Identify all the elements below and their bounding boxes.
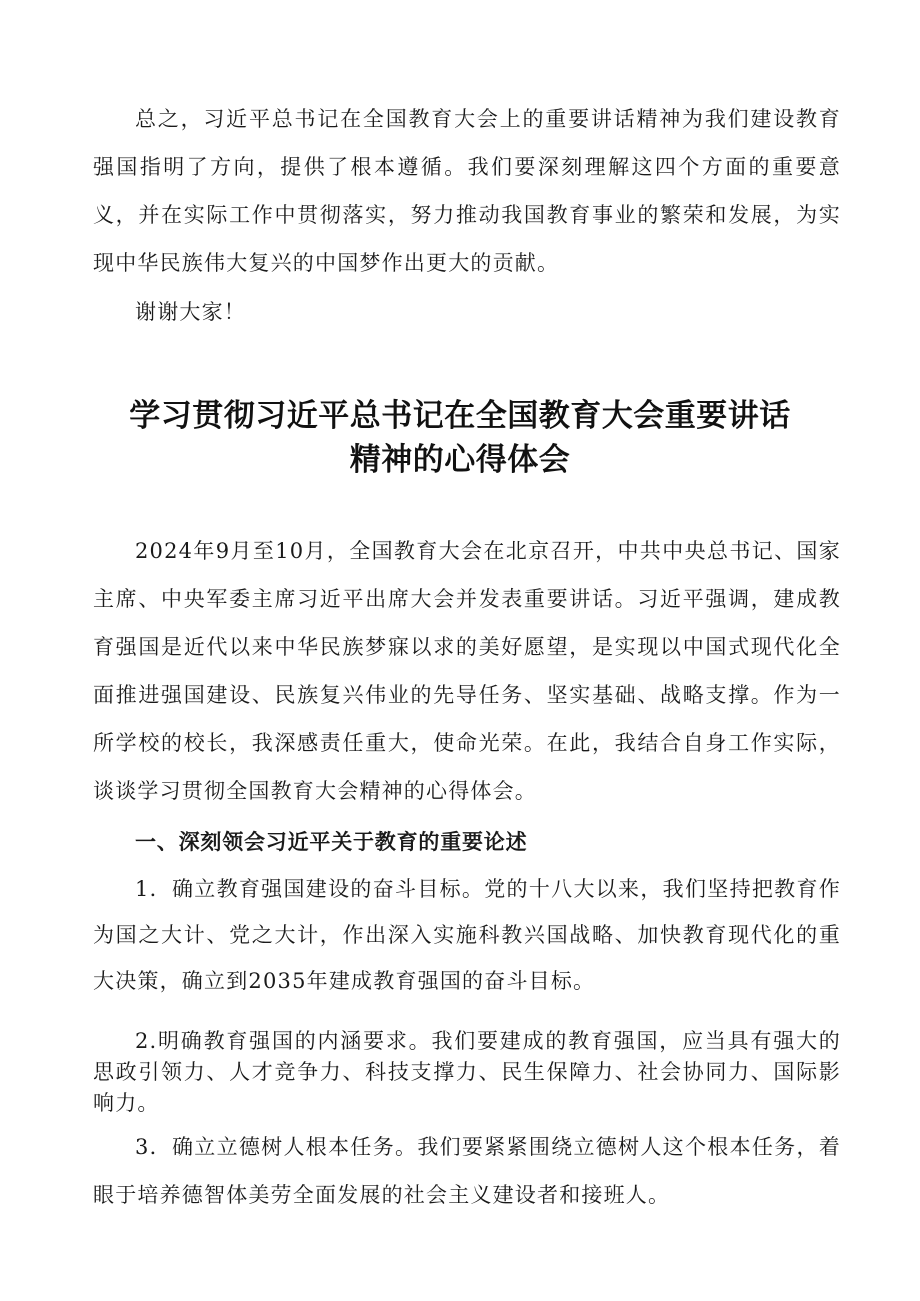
article-title	[60, 394, 860, 482]
closing-paragraph: 谢谢大家！	[135, 300, 246, 324]
section-heading: 一、深刻领会习近平关于教育的重要论述	[135, 830, 528, 854]
intro-paragraph: 2024年9月至10月，全国教育大会在北京召开，中共中央总书记、国家主席、中央军委主席习近平出席大会并发表重要讲话。习近平强调，建成教育强国是近代以来中华民族梦寐以求的美好愿望，是实现以中国式现代化全面推进强国建设、民族复兴伟业的先导任务、坚实基础、战略支撑。作为一所学校的校长，我深感责任重大，使命光荣。在此，我结合自身工作实际，谈谈学习贯彻全国教育大会精神的心得体会。	[93, 539, 841, 803]
article-title-line-1: 学习贯彻习近平总书记在全国教育大会重要讲话	[129, 398, 791, 434]
point-paragraph-3: 3．确立立德树人根本任务。我们要紧紧围绕立德树人这个根本任务，着眼于培养德智体美劳全面发展的社会主义建设者和接班人。	[93, 1135, 841, 1207]
article-title-line-2: 精神的心得体会	[349, 442, 571, 478]
conclusion-paragraph: 总之，习近平总书记在全国教育大会上的重要讲话精神为我们建设教育强国指明了方向，提供了根本遵循。我们要深刻理解这四个方面的重要意义，并在实际工作中贯彻落实，努力推动我国教育事业的繁荣和发展，为实现中华民族伟大复兴的中国梦作出更大的贡献。	[93, 107, 841, 275]
point-paragraph-1: 1．确立教育强国建设的奋斗目标。党的十八大以来，我们坚持把教育作为国之大计、党之大计，作出深入实施科教兴国战略、加快教育现代化的重大决策，确立到2035年建成教育强国的奋斗目标。	[93, 877, 841, 993]
point-paragraph-2: 2.明确教育强国的内涵要求。我们要建成的教育强国，应当具有强大的思政引领力、人才竞争力、科技支撑力、民生保障力、社会协同力、国际影响力。	[93, 1029, 841, 1115]
